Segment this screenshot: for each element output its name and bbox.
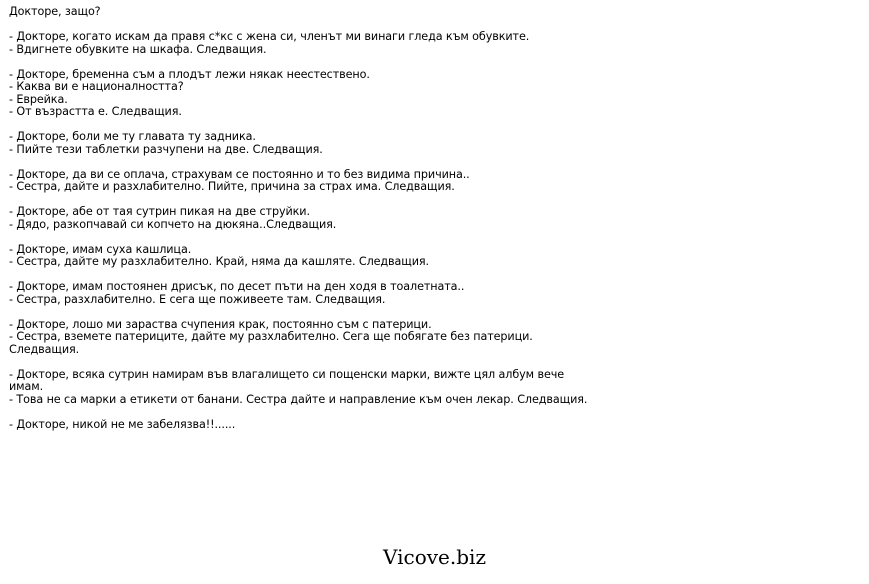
- dialogue-block: [9, 31, 589, 56]
- dialogue-line: - Докторе, бременна съм а плодът лежи някак неестествено.: [9, 67, 370, 81]
- dialogue-line: - Сестра, дайте му разхлабително. Край, няма да кашляте. Следващия.: [9, 255, 429, 268]
- dialogue-line: - Докторе, лошо ми зараства счупения крак, постоянно съм с патерици.: [9, 317, 432, 331]
- joke-title: Докторе, защо?: [9, 5, 101, 18]
- dialogue-line: - Докторе, имам суха кашлица.: [9, 242, 192, 256]
- dialogue-block: [9, 419, 589, 432]
- dialogue-line: - Вдигнете обувките на шкафа. Следващия.: [9, 42, 267, 56]
- dialogue-block: [9, 131, 589, 156]
- dialogue-block: [9, 244, 589, 269]
- dialogue-line: - Еврейка.: [9, 92, 68, 106]
- dialogue-block: [9, 281, 589, 306]
- dialogue-line: имам.: [9, 380, 44, 393]
- dialogue-line: - Докторе, всяка сутрин намирам във влагалището си пощенски марки, вижте цял албум вече: [9, 367, 565, 381]
- dialogue-block: [9, 69, 589, 119]
- dialogue-line: - Сестра, вземете патериците, дайте му разхлабително. Сега ще побягате без патерици.: [9, 330, 533, 343]
- site-footer: Vicove.biz: [383, 545, 486, 569]
- dialogue-block: [9, 169, 589, 194]
- dialogue-line: - Пийте тези таблетки разчупени на две. Следващия.: [9, 142, 323, 156]
- joke-text: [9, 6, 589, 444]
- dialogue-line: - Това не са марки а етикети от банани. Сестра дайте и направление към очен лекар. Следващия.: [9, 392, 588, 406]
- dialogue-block: [9, 206, 589, 231]
- dialogue-line: - Докторе, боли ме ту главата ту задника.: [9, 130, 256, 143]
- dialogue-line: - Докторе, абе от тая сутрин пикая на две струйки.: [9, 205, 310, 218]
- dialogue-line: - Докторе, имам постоянен дрисък, по десет пъти на ден ходя в тоалетната..: [9, 280, 465, 293]
- dialogue-line: - Каква ви е националността?: [9, 80, 184, 93]
- dialogue-line: - Дядо, разкопчавай си копчето на дюкяна..Следващия.: [9, 217, 337, 231]
- dialogue-block: [9, 369, 589, 407]
- dialogue-line: - От възрастта е. Следващия.: [9, 105, 182, 118]
- dialogue-line: - Докторе, никой не ме забелязва!!......: [9, 417, 236, 431]
- dialogue-line: - Сестра, дайте и разхлабително. Пийте, причина за страх има. Следващия.: [9, 180, 455, 193]
- dialogue-line: - Докторе, да ви се оплача, страхувам се постоянно и то без видима причина..: [9, 167, 470, 181]
- dialogue-line: - Докторе, когато искам да правя с*кс с жена си, членът ми винаги гледа към обувките.: [9, 30, 530, 43]
- dialogue-block: [9, 319, 589, 357]
- dialogue-line: Следващия.: [9, 342, 80, 356]
- dialogue-line: - Сестра, разхлабително. Е сега ще поживеете там. Следващия.: [9, 292, 386, 306]
